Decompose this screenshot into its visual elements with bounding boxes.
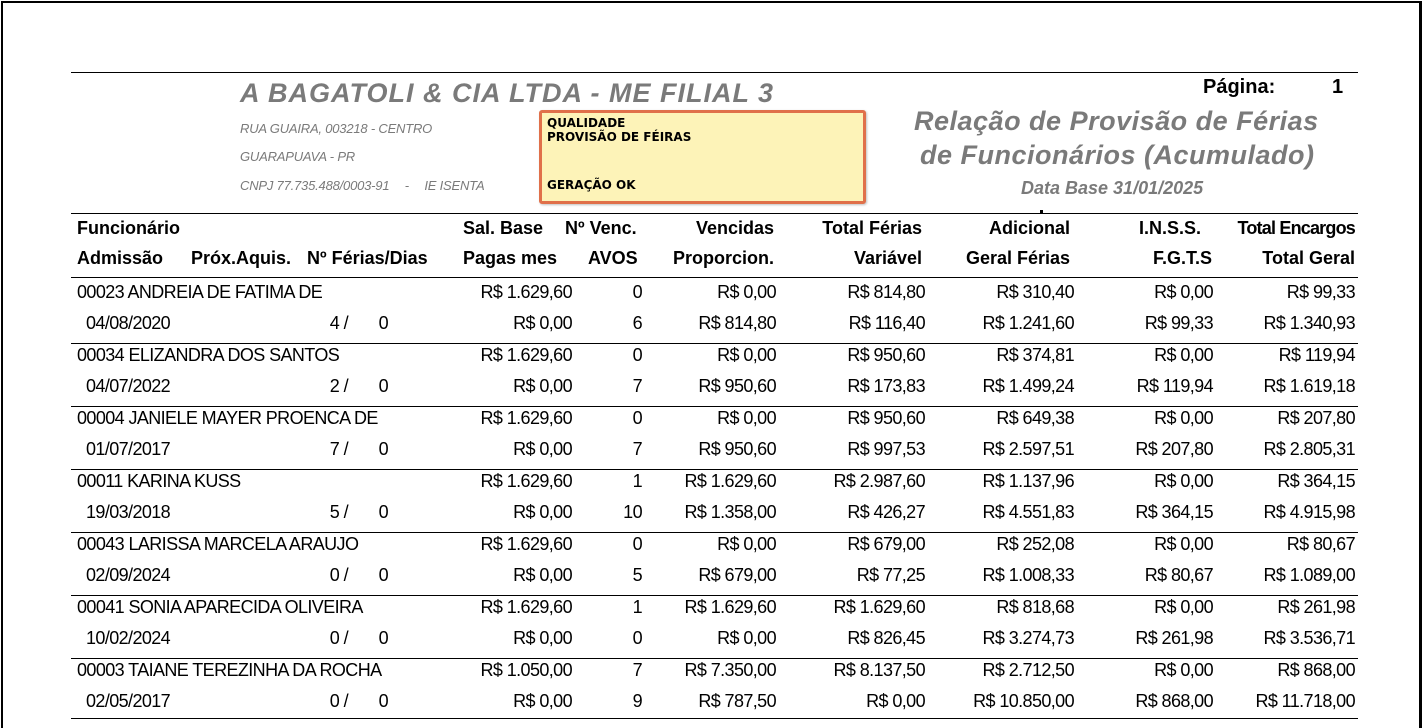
table-bottom-rule xyxy=(71,718,1358,719)
variavel: R$ 997,53 xyxy=(847,439,925,459)
geral-ferias: R$ 10.850,00 xyxy=(973,691,1074,711)
data-base: Data Base 31/01/2025 xyxy=(1021,178,1204,198)
pagas-mes: R$ 0,00 xyxy=(513,628,572,648)
vencidas: R$ 0,00 xyxy=(717,282,776,302)
fgts: R$ 119,94 xyxy=(1136,376,1213,396)
total-ferias: R$ 679,00 xyxy=(847,534,925,554)
geral-ferias: R$ 4.551,83 xyxy=(982,502,1074,522)
row-divider xyxy=(71,658,1358,659)
hdr-n-ferias-dias: Nº Férias/Dias xyxy=(307,248,428,268)
total-ferias: R$ 1.629,60 xyxy=(833,597,925,617)
fgts: R$ 261,98 xyxy=(1135,628,1213,648)
ferias-dias: 0 xyxy=(378,565,388,585)
ferias-dias: 0 xyxy=(378,691,388,711)
ferias-count: 4 / xyxy=(329,313,348,333)
total-geral: R$ 4.915,98 xyxy=(1263,502,1355,522)
admissao: 02/05/2017 xyxy=(86,691,171,711)
pagas-mes: R$ 0,00 xyxy=(513,502,572,522)
row-divider xyxy=(71,343,1358,344)
sal-base: R$ 1.050,00 xyxy=(480,660,572,680)
inss: R$ 0,00 xyxy=(1154,345,1213,365)
geral-ferias: R$ 1.008,33 xyxy=(982,565,1074,585)
ferias-count: 0 / xyxy=(329,691,348,711)
page-label: Página: xyxy=(1203,76,1276,98)
avos: 7 xyxy=(632,439,642,459)
admissao: 04/08/2020 xyxy=(86,313,171,333)
total-geral: R$ 1.340,93 xyxy=(1263,313,1355,333)
admissao: 19/03/2018 xyxy=(86,502,171,522)
proporcion: R$ 1.358,00 xyxy=(684,502,776,522)
total-ferias: R$ 8.137,50 xyxy=(833,660,925,680)
company-city: GUARAPUAVA - PR xyxy=(240,149,355,164)
n-venc: 0 xyxy=(632,282,642,302)
sal-base: R$ 1.629,60 xyxy=(480,408,572,428)
pagas-mes: R$ 0,00 xyxy=(513,691,572,711)
vencidas: R$ 7.350,00 xyxy=(684,660,776,680)
total-encargos: R$ 868,00 xyxy=(1277,660,1355,680)
n-venc: 7 xyxy=(632,660,642,680)
geral-ferias: R$ 1.241,60 xyxy=(982,313,1074,333)
employee-name: 00011 KARINA KUSS xyxy=(77,471,241,491)
hdr-total-ferias: Total Férias xyxy=(822,218,922,238)
admissao: 04/07/2022 xyxy=(86,376,171,396)
proporcion: R$ 950,60 xyxy=(698,439,776,459)
note-line-1: QUALIDADE xyxy=(547,116,626,130)
sal-base: R$ 1.629,60 xyxy=(480,534,572,554)
row-divider xyxy=(71,406,1358,407)
n-venc: 1 xyxy=(632,471,642,491)
n-venc: 1 xyxy=(632,597,642,617)
total-encargos: R$ 364,15 xyxy=(1277,471,1355,491)
avos: 9 xyxy=(632,691,642,711)
adicional: R$ 818,68 xyxy=(996,597,1074,617)
avos: 0 xyxy=(632,628,642,648)
avos: 7 xyxy=(632,376,642,396)
hdr-sal-base: Sal. Base xyxy=(463,218,544,238)
company-cnpj xyxy=(240,178,484,193)
hdr-n-venc: Nº Venc. xyxy=(565,218,637,238)
total-ferias: R$ 950,60 xyxy=(847,345,925,365)
total-ferias: R$ 950,60 xyxy=(847,408,925,428)
hdr-prox-aquis: Próx.Aquis. xyxy=(191,248,292,268)
hdr-proporcion: Proporcion. xyxy=(672,248,774,268)
vencidas: R$ 0,00 xyxy=(717,534,776,554)
header-bottom-rule xyxy=(71,277,1358,278)
report-title-2: de Funcionários (Acumulado) xyxy=(920,140,1315,170)
ferias-count: 5 / xyxy=(329,502,348,522)
fgts: R$ 207,80 xyxy=(1135,439,1213,459)
header-top-rule xyxy=(71,213,1358,214)
ie-text: IE ISENTA xyxy=(424,178,485,193)
n-venc: 0 xyxy=(632,408,642,428)
ferias-dias: 0 xyxy=(378,313,388,333)
ferias-count: 7 / xyxy=(329,439,348,459)
fgts: R$ 364,15 xyxy=(1135,502,1213,522)
admissao: 10/02/2024 xyxy=(86,628,171,648)
geral-ferias: R$ 1.499,24 xyxy=(982,376,1074,396)
total-ferias: R$ 814,80 xyxy=(847,282,925,302)
n-venc: 0 xyxy=(632,534,642,554)
proporcion: R$ 0,00 xyxy=(717,628,776,648)
hdr-vencidas: Vencidas xyxy=(695,218,774,238)
total-encargos: R$ 207,80 xyxy=(1277,408,1355,428)
vencidas: R$ 0,00 xyxy=(717,408,776,428)
ferias-count: 0 / xyxy=(329,565,348,585)
variavel: R$ 77,25 xyxy=(856,565,925,585)
variavel: R$ 426,27 xyxy=(847,502,925,522)
hdr-funcionario: Funcionário xyxy=(77,218,180,238)
proporcion: R$ 679,00 xyxy=(698,565,776,585)
sticky-note[interactable] xyxy=(539,110,866,204)
total-geral: R$ 2.805,31 xyxy=(1263,439,1355,459)
company-address: RUA GUAIRA, 003218 - CENTRO xyxy=(240,121,433,136)
total-encargos: R$ 80,67 xyxy=(1286,534,1355,554)
adicional: R$ 1.137,96 xyxy=(982,471,1074,491)
pagas-mes: R$ 0,00 xyxy=(513,376,572,396)
fgts: R$ 80,67 xyxy=(1144,565,1213,585)
inss: R$ 0,00 xyxy=(1154,471,1213,491)
row-divider xyxy=(71,469,1358,470)
adicional: R$ 310,40 xyxy=(996,282,1074,302)
inss: R$ 0,00 xyxy=(1154,534,1213,554)
row-divider xyxy=(71,595,1358,596)
pagas-mes: R$ 0,00 xyxy=(513,313,572,333)
total-encargos: R$ 119,94 xyxy=(1278,345,1355,365)
total-geral: R$ 1.619,18 xyxy=(1263,376,1355,396)
sal-base: R$ 1.629,60 xyxy=(480,282,572,302)
inss: R$ 0,00 xyxy=(1154,597,1213,617)
total-ferias: R$ 2.987,60 xyxy=(833,471,925,491)
variavel: R$ 116,40 xyxy=(848,313,925,333)
adicional: R$ 649,38 xyxy=(996,408,1074,428)
admissao: 02/09/2024 xyxy=(86,565,171,585)
total-geral: R$ 11.718,00 xyxy=(1255,691,1355,711)
inss: R$ 0,00 xyxy=(1154,660,1213,680)
sal-base: R$ 1.629,60 xyxy=(480,345,572,365)
pagas-mes: R$ 0,00 xyxy=(513,439,572,459)
pagas-mes: R$ 0,00 xyxy=(513,565,572,585)
ferias-dias: 0 xyxy=(378,439,388,459)
total-encargos: R$ 99,33 xyxy=(1286,282,1355,302)
hdr-fgts: F.G.T.S xyxy=(1152,248,1212,268)
fgts: R$ 868,00 xyxy=(1135,691,1213,711)
hdr-avos: AVOS xyxy=(588,248,638,268)
proporcion: R$ 787,50 xyxy=(698,691,776,711)
employee-name: 00034 ELIZANDRA DOS SANTOS xyxy=(77,345,340,365)
total-encargos: R$ 261,98 xyxy=(1277,597,1355,617)
adicional: R$ 252,08 xyxy=(996,534,1074,554)
hdr-total-encargos: Total Encargos xyxy=(1237,218,1355,238)
vencidas: R$ 1.629,60 xyxy=(684,471,776,491)
avos: 10 xyxy=(623,502,642,522)
employee-name: 00043 LARISSA MARCELA ARAUJO xyxy=(77,534,359,554)
inss: R$ 0,00 xyxy=(1154,408,1213,428)
variavel: R$ 173,83 xyxy=(847,376,925,396)
adicional: R$ 374,81 xyxy=(996,345,1074,365)
total-geral: R$ 3.536,71 xyxy=(1263,628,1355,648)
note-line-3: GERAÇÃO OK xyxy=(547,178,636,192)
sal-base: R$ 1.629,60 xyxy=(480,597,572,617)
inss: R$ 0,00 xyxy=(1154,282,1213,302)
avos: 6 xyxy=(632,313,642,333)
note-line-2: PROVISÃO DE FÉIRAS xyxy=(547,130,692,144)
cnpj-text: CNPJ 77.735.488/0003-91 xyxy=(240,178,390,193)
hdr-geral-ferias: Geral Férias xyxy=(965,248,1070,268)
n-venc: 0 xyxy=(632,345,642,365)
hdr-variavel: Variável xyxy=(853,248,922,268)
page-number: 1 xyxy=(1332,76,1344,98)
employee-name: 00041 SONIA APARECIDA OLIVEIRA xyxy=(77,597,363,617)
vencidas: R$ 0,00 xyxy=(717,345,776,365)
row-divider xyxy=(71,532,1358,533)
adicional: R$ 2.712,50 xyxy=(982,660,1074,680)
proporcion: R$ 950,60 xyxy=(698,376,776,396)
ferias-count: 0 / xyxy=(329,628,348,648)
employee-name: 00003 TAIANE TEREZINHA DA ROCHA xyxy=(77,660,382,680)
ferias-dias: 0 xyxy=(378,502,388,522)
hdr-inss: I.N.S.S. xyxy=(1139,218,1202,238)
fgts: R$ 99,33 xyxy=(1144,313,1213,333)
variavel: R$ 826,45 xyxy=(847,628,925,648)
geral-ferias: R$ 2.597,51 xyxy=(982,439,1074,459)
vencidas: R$ 1.629,60 xyxy=(684,597,776,617)
ferias-dias: 0 xyxy=(378,628,388,648)
variavel: R$ 0,00 xyxy=(866,691,925,711)
employee-name: 00004 JANIELE MAYER PROENCA DE xyxy=(77,408,378,428)
avos: 5 xyxy=(632,565,642,585)
sal-base: R$ 1.629,60 xyxy=(480,471,572,491)
admissao: 01/07/2017 xyxy=(86,439,171,459)
report-title-1: Relação de Provisão de Férias xyxy=(914,106,1319,136)
ferias-dias: 0 xyxy=(378,376,388,396)
hdr-pagas-mes: Pagas mes xyxy=(463,248,558,268)
ferias-count: 2 / xyxy=(329,376,348,396)
company-name: A BAGATOLI & CIA LTDA - ME FILIAL 3 xyxy=(240,78,774,108)
geral-ferias: R$ 3.274,73 xyxy=(982,628,1074,648)
hdr-adicional: Adicional xyxy=(988,218,1070,238)
hdr-admissao: Admissão xyxy=(77,248,164,268)
employee-name: 00023 ANDREIA DE FATIMA DE xyxy=(77,282,323,302)
cnpj-separator: - xyxy=(404,178,409,193)
hdr-total-geral: Total Geral xyxy=(1262,248,1355,268)
proporcion: R$ 814,80 xyxy=(698,313,776,333)
total-geral: R$ 1.089,00 xyxy=(1263,565,1355,585)
top-rule xyxy=(71,72,1358,73)
